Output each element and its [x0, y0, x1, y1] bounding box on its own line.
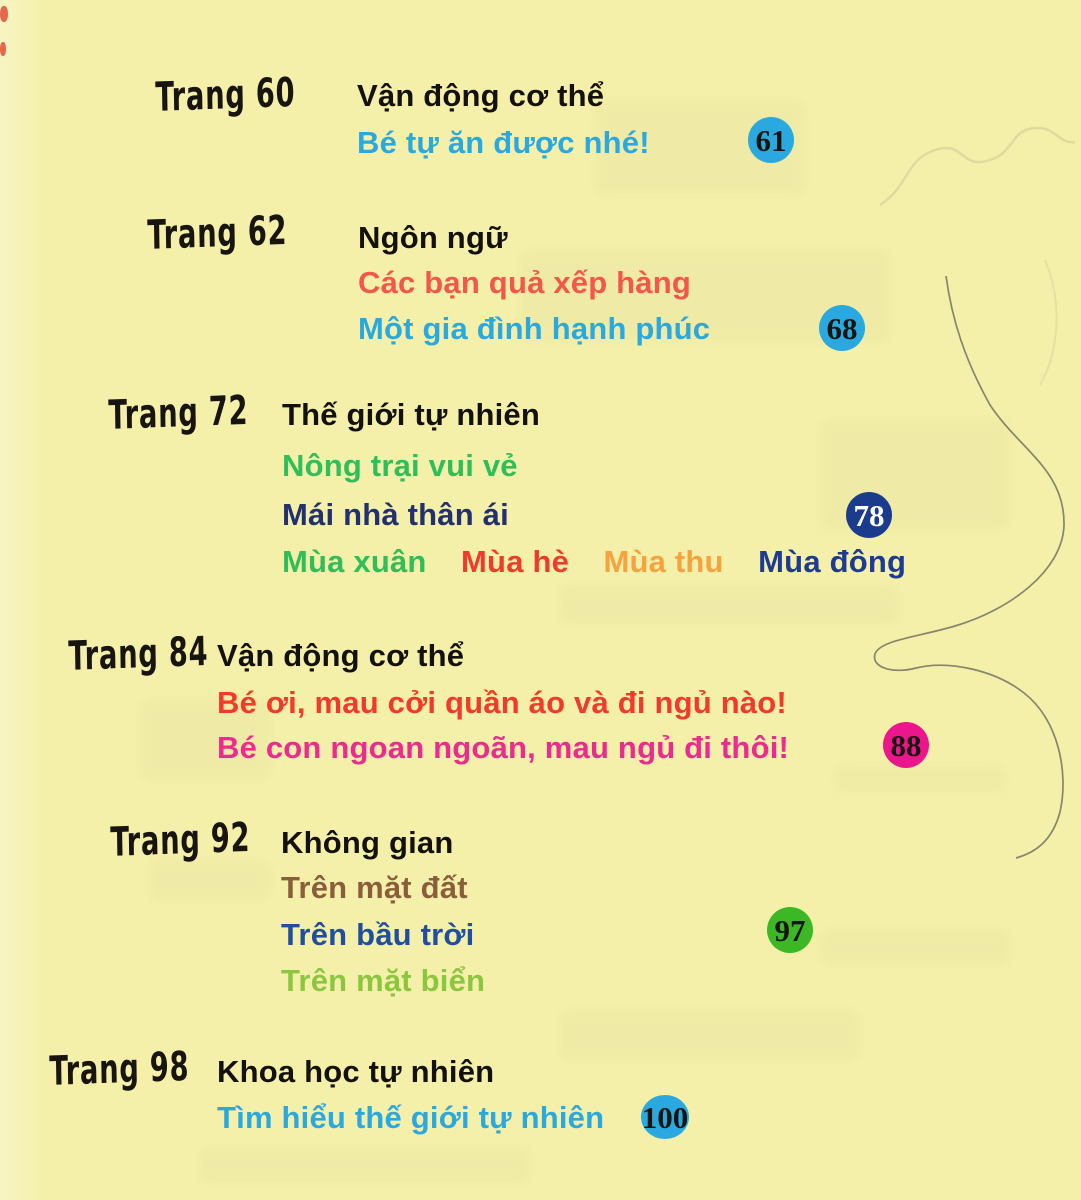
page-number-badge: 61	[748, 117, 794, 163]
page-number-badge: 68	[819, 305, 865, 351]
red-scan-mark	[0, 6, 8, 22]
ghost-showthrough	[835, 765, 1005, 793]
ghost-showthrough	[560, 1010, 860, 1060]
ghost-showthrough	[560, 585, 900, 625]
season-label: Mùa xuân	[282, 544, 427, 579]
page-label: Trang 62	[146, 206, 288, 259]
page-number-badge: 100	[641, 1095, 689, 1139]
page-label: Trang 72	[107, 386, 249, 439]
toc-item-text: Trên bầu trời	[281, 917, 475, 952]
category-title: Vận động cơ thể	[357, 78, 605, 113]
category-title: Thế giới tự nhiên	[282, 397, 540, 432]
page-label: Trang 84	[67, 627, 209, 680]
red-scan-mark	[0, 42, 6, 56]
page-number-badge: 88	[883, 722, 929, 768]
ghost-showthrough	[820, 930, 1010, 965]
toc-item-text: Một gia đình hạnh phúc	[358, 311, 711, 346]
page-label: Trang 98	[48, 1042, 190, 1095]
page-label: Trang 60	[154, 68, 296, 121]
toc-item-text: Trên mặt đất	[281, 870, 468, 905]
page-number-badge: 97	[767, 907, 813, 953]
toc-item-text: Mái nhà thân ái	[282, 497, 509, 532]
category-title: Vận động cơ thể	[217, 638, 465, 673]
toc-item-text: Các bạn quả xếp hàng	[358, 265, 692, 300]
category-title: Không gian	[281, 825, 454, 860]
page-number-badge: 78	[846, 492, 892, 538]
season-label: Mùa đông	[758, 544, 907, 579]
ghost-showthrough	[200, 1148, 530, 1183]
season-label: Mùa hè	[461, 544, 570, 579]
toc-item-text: Bé ơi, mau cởi quần áo và đi ngủ nào!	[217, 685, 787, 720]
seasons-row	[282, 546, 906, 577]
toc-item-text: Trên mặt biển	[281, 963, 486, 998]
category-title: Khoa học tự nhiên	[217, 1054, 495, 1089]
ghost-showthrough	[150, 860, 270, 900]
toc-item-text: Bé tự ăn được nhé!	[357, 125, 650, 160]
toc-item-text: Tìm hiểu thế giới tự nhiên	[217, 1100, 605, 1135]
toc-item-text: Bé con ngoan ngoãn, mau ngủ đi thôi!	[217, 730, 790, 765]
toc-item-text: Nông trại vui vẻ	[282, 448, 518, 483]
page-label: Trang 92	[109, 813, 251, 866]
page-edge-highlight	[0, 0, 46, 1200]
category-title: Ngôn ngữ	[358, 220, 508, 255]
season-label: Mùa thu	[603, 544, 724, 579]
